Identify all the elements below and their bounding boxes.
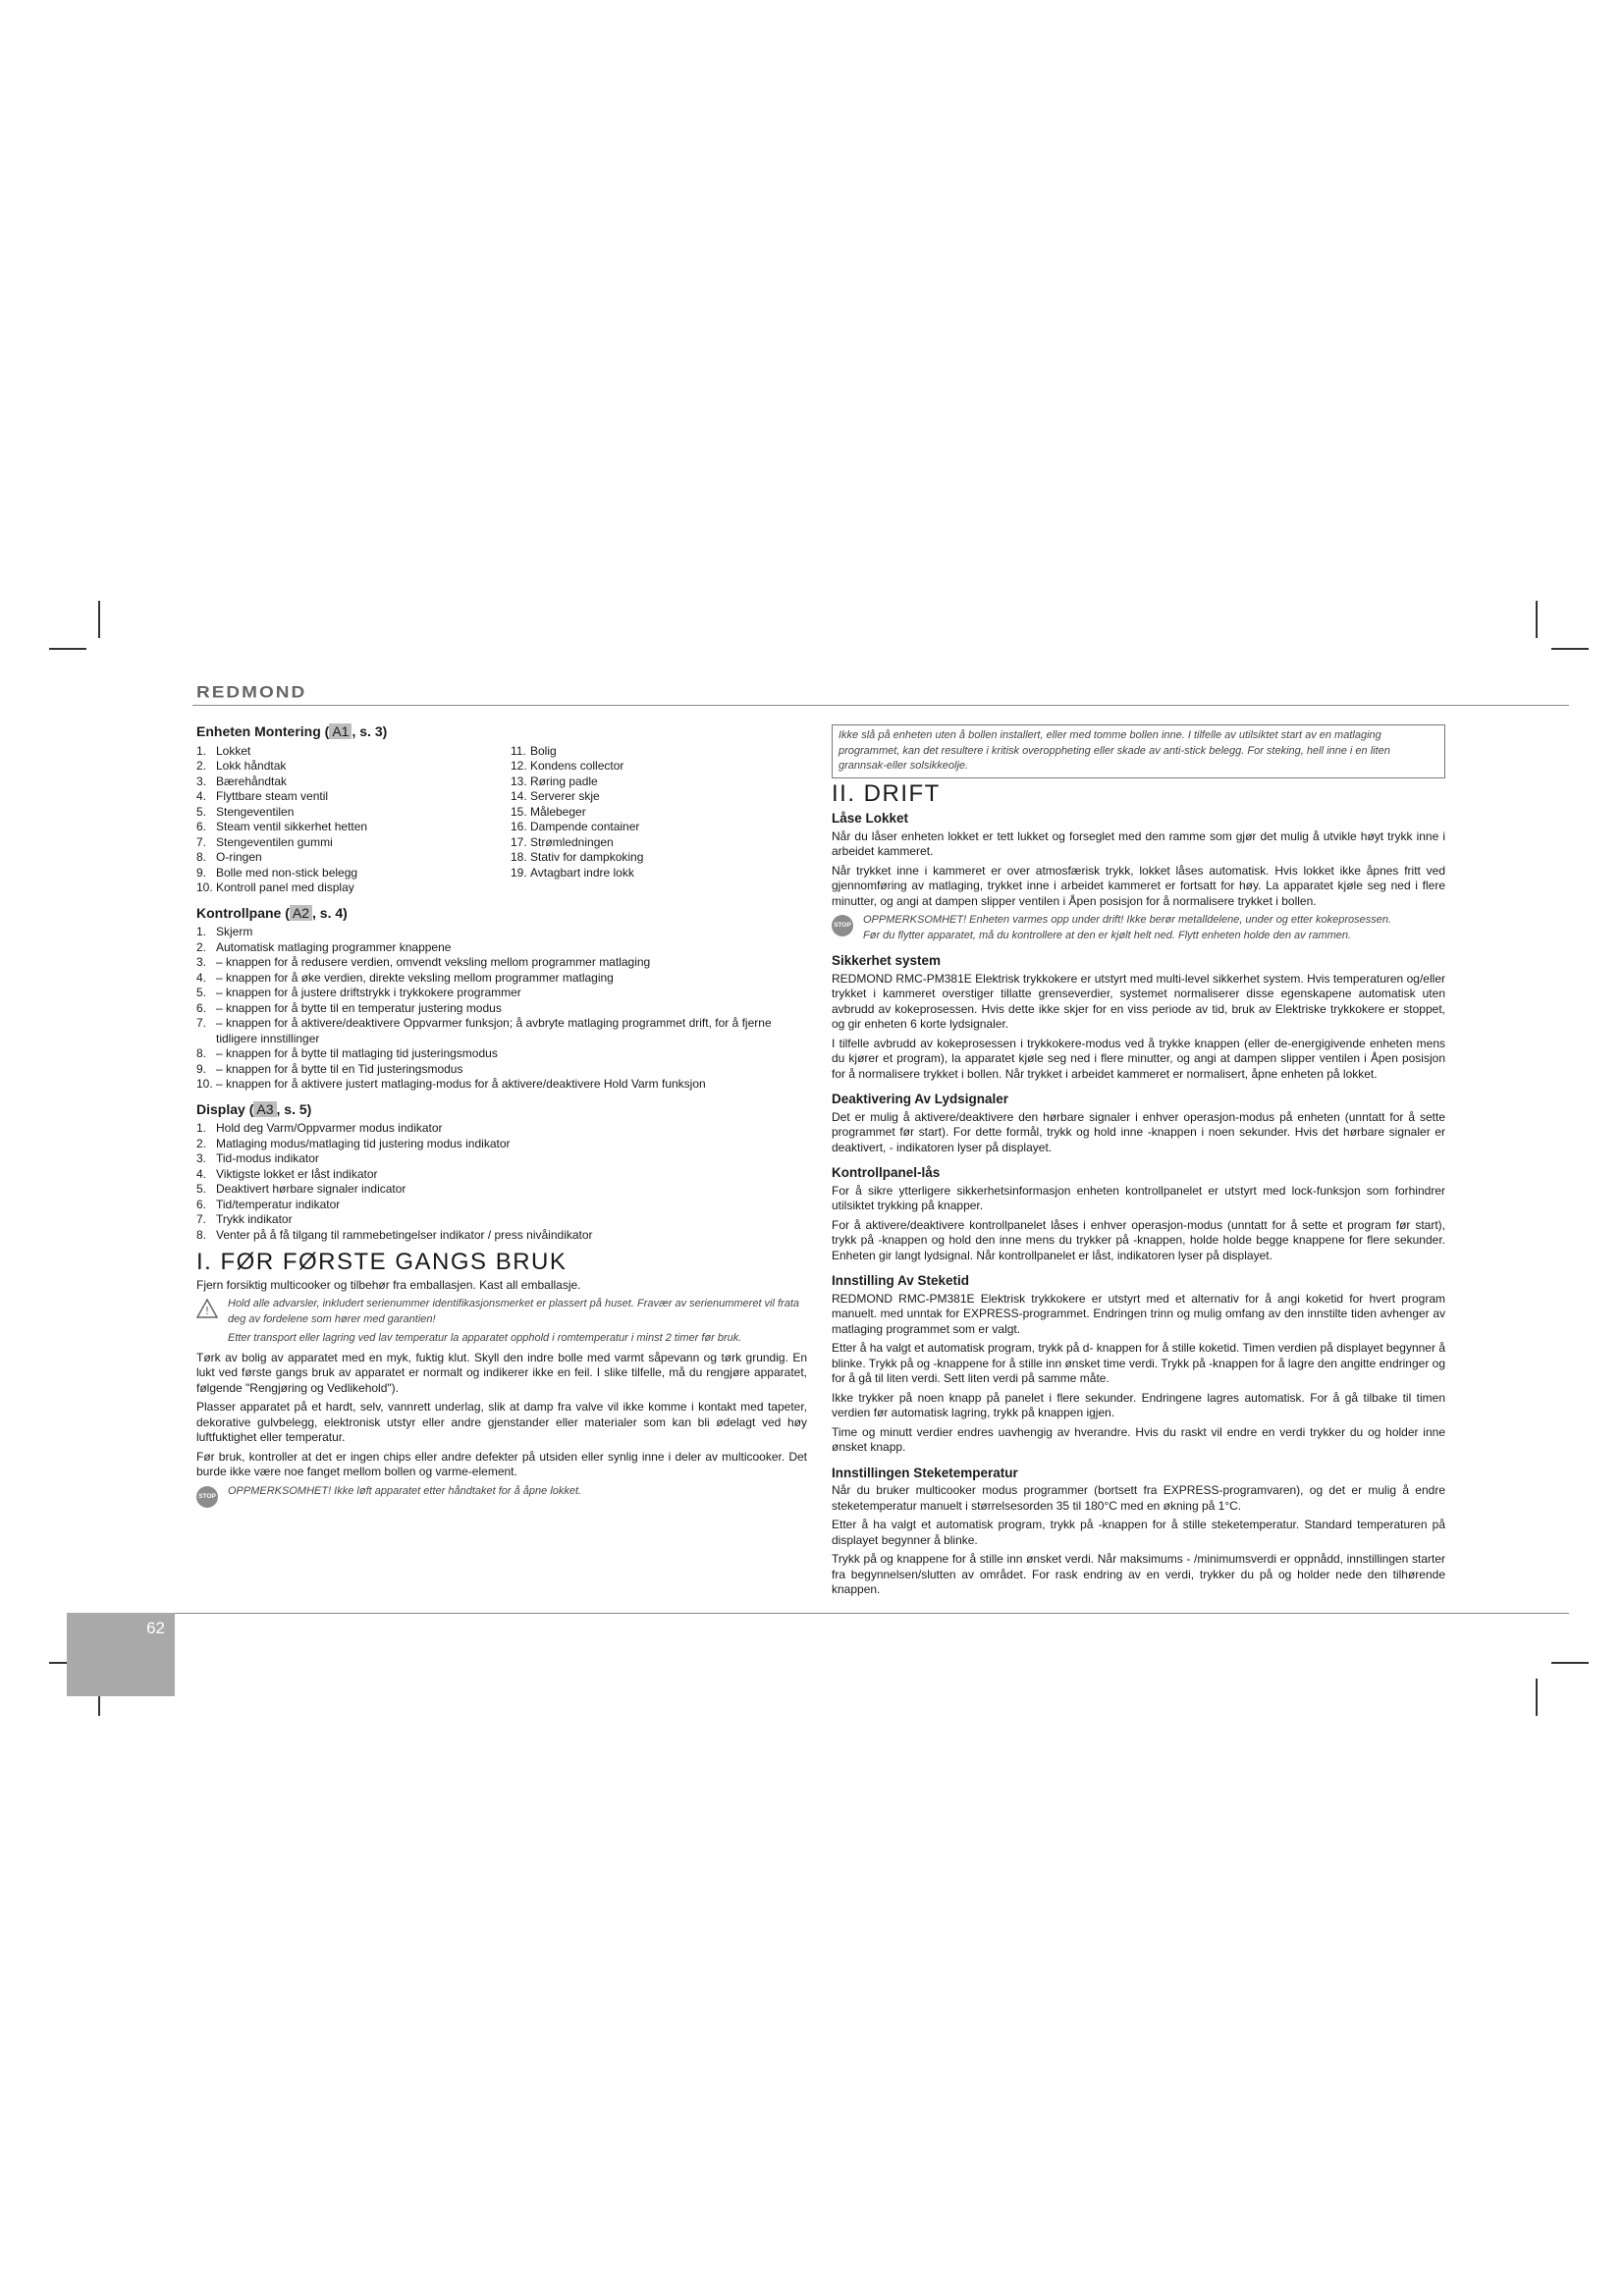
sikkerhet-title: Sikkerhet system xyxy=(832,953,942,968)
list-item xyxy=(196,1016,807,1046)
list-item-number: 14. xyxy=(511,789,527,803)
list-item-number: 2. xyxy=(196,759,207,773)
list-item-text: Tid/temperatur indikator xyxy=(216,1197,341,1211)
list-item xyxy=(511,820,643,835)
list-item-number: 7. xyxy=(196,834,207,849)
list-item-number: 5. xyxy=(196,804,207,819)
list-item xyxy=(511,774,643,790)
list-item-number: 6. xyxy=(196,1000,207,1015)
list-item xyxy=(196,744,511,760)
stop-note-block xyxy=(196,1484,807,1508)
list-item-text: Målebeger xyxy=(530,804,586,819)
crop-mark-top-left-v xyxy=(98,601,100,638)
right-column xyxy=(832,724,1445,1602)
list-item-text: Bolle med non-stick belegg xyxy=(216,865,358,880)
steketid-title: Innstilling Av Steketid xyxy=(832,1273,970,1288)
list-item xyxy=(196,1212,807,1228)
list-item-text: – knappen for å øke verdien, direkte veksling mellom programmer matlaging xyxy=(216,970,614,985)
list-item-number: 10. xyxy=(196,1077,213,1091)
list-item-number: 9. xyxy=(196,1061,207,1076)
sikkerhet-p2: I tilfelle avbrudd av kokeprosessen i trykkokere-modus ved å trykke knappen (eller de-energigivende enheten mens du kjører et program), la apparatet kjøle seg ned i flere minutter, og angi at dampen slipper ventilen i Åpen posisjon for å normalisere trykket i bollen. Når trykket i arbeidet kammeret er normalisert, åpne enheten på lokket. xyxy=(832,1036,1445,1081)
list-item-number: 5. xyxy=(196,1182,207,1196)
list-item-text: Avtagbart indre lokk xyxy=(530,865,634,880)
crop-mark-top-left-h xyxy=(49,648,86,650)
list-item xyxy=(196,835,511,851)
list-item-text: Trykk indikator xyxy=(216,1212,293,1226)
list-item-text: Lokket xyxy=(216,743,251,758)
list-item-number: 1. xyxy=(196,925,207,938)
left-column xyxy=(196,724,807,1512)
crop-mark-bottom-right-h xyxy=(1551,1662,1589,1664)
list-item xyxy=(196,1198,807,1213)
list-item xyxy=(511,866,643,881)
las-p1: For å sikre ytterligere sikkerhetsinformasjon enheten kontrollpanelet er utstyrt med lock-funksjon som forhindrer utilsiktet trykking på knapper. xyxy=(832,1183,1445,1212)
list-item xyxy=(196,789,511,805)
list-item-text: Viktigste lokket er låst indikator xyxy=(216,1166,378,1181)
list-item-number: 11. xyxy=(511,743,526,758)
list-item-number: 7. xyxy=(196,1212,207,1226)
list-item-text: Flyttbare steam ventil xyxy=(216,789,329,803)
footer-rule xyxy=(67,1613,1569,1614)
page-number: 62 xyxy=(146,1619,165,1637)
lase-title: Låse Lokket xyxy=(832,811,909,826)
list-item-number: 6. xyxy=(196,820,207,833)
list-item-number: 19. xyxy=(511,865,527,880)
drift-title: II. DRIFT xyxy=(832,779,941,807)
list-item-text: Lokk håndtak xyxy=(216,759,287,773)
list-item-text: Tid-modus indikator xyxy=(216,1151,319,1165)
las-p2: For å aktivere/deaktivere kontrollpanelet låses i enhver operasjon-modus (unntatt for å sette et program før start), trykk på -knappen og hold den inne mens du trykker på -knappen, holde holde begge knappene for flere sekunder. Enheten gir langt lydsignal. Når kontrollpanelet er låst, indikatoren lyser på displayet. xyxy=(832,1217,1445,1262)
list-item xyxy=(196,1121,807,1137)
warning-text: Hold alle advarsler, inkludert serienummer identifikasjonsmerket er plassert på huset. Fravær av serienummeret vil frata deg av fordelene som hører med garantien! xyxy=(228,1298,800,1325)
steketemp-title: Innstillingen Steketemperatur xyxy=(832,1465,1018,1480)
list-item-number: 3. xyxy=(196,955,207,969)
list-item xyxy=(196,881,511,896)
list-item-number: 6. xyxy=(196,1197,207,1211)
brand-logo: REDMOND xyxy=(196,683,307,702)
list-item-number: 4. xyxy=(196,970,207,985)
list-item-text: – knappen for å bytte til matlaging tid justeringsmodus xyxy=(216,1046,498,1060)
list-item xyxy=(196,1077,807,1093)
crop-mark-bottom-right-v xyxy=(1536,1679,1538,1716)
list-item-number: 4. xyxy=(196,1166,207,1181)
list-item-text: Kondens collector xyxy=(530,759,624,773)
stop-note-text: OPPMERKSOMHET! Ikke løft apparatet etter håndtaket for å åpne lokket. xyxy=(228,1484,582,1497)
list-item xyxy=(196,866,511,881)
list-item-number: 9. xyxy=(196,865,207,880)
list-item xyxy=(511,744,643,760)
list-item-text: Kontroll panel med display xyxy=(216,881,354,894)
list-item-number: 16. xyxy=(511,820,527,833)
boxed-caution-note: Ikke slå på enheten uten å bollen installert, eller med tomme bollen inne. I tilfelle av utilsiktet start av en matlaging programmet, kan det resultere i kritisk overoppheting eller skade av anti-stick belegg. For steking, hell inne i en liten grannsak-eller solsikkeolje. xyxy=(832,724,1445,778)
list-item xyxy=(196,759,511,774)
list-item-number: 10. xyxy=(196,881,213,894)
list-item-number: 5. xyxy=(196,986,207,999)
warning-block xyxy=(196,1297,807,1347)
crop-mark-top-right-v xyxy=(1536,601,1538,638)
steketemp-p3: Trykk på og knappene for å stille inn ønsket verdi. Når maksimums - /minimumsverdi er oppnådd, innstillingen starter fra begynnelsen/slutten av området. For rask endring av en verdi, trykker du på og holder nede den tilhørende knappen. xyxy=(832,1552,1445,1596)
list-item xyxy=(196,820,511,835)
lase-p1: Når du låser enheten lokket er tett lukket og forseglet med den ramme som gjør det mulig å utvikle høyt trykk inne i arbeidet kammeret. xyxy=(832,828,1445,858)
list-item-number: 3. xyxy=(196,1151,207,1165)
list-item-text: Hold deg Varm/Oppvarmer modus indikator xyxy=(216,1121,443,1135)
list-item-number: 2. xyxy=(196,1136,207,1150)
list-item xyxy=(196,1062,807,1078)
list-item-text: Matlaging modus/matlaging tid justering modus indikator xyxy=(216,1136,511,1150)
first-use-title: I. FØR FØRSTE GANGS BRUK xyxy=(196,1249,568,1275)
stop-icon: STOP xyxy=(196,1486,218,1508)
svg-text:!: ! xyxy=(204,1305,210,1317)
sikkerhet-p1: REDMOND RMC-PM381E Elektrisk trykkokere er utstyrt med multi-level sikkerhet system. Hvis temperaturen og/eller trykket i kammeret overstiger tillatte grenseverdier, systemet normaliserer disse egenskapene automatisk uten avbrudd av kokeprosessen. Hvis dette ikke skjer for en viss periode av tid, bruk av Elektriske trykkokere er stoppet, og gir enheten 6 korte lydsignaler. xyxy=(832,971,1445,1031)
las-title: Kontrollpanel-lås xyxy=(832,1165,941,1180)
list-item-text: – knappen for å justere driftstrykk i trykkokere programmer xyxy=(216,986,521,999)
list-item-number: 1. xyxy=(196,1121,207,1135)
list-item-number: 8. xyxy=(196,1227,207,1242)
list-item xyxy=(511,835,643,851)
list-item xyxy=(511,850,643,866)
list-item xyxy=(196,955,807,971)
steketid-p2: Etter å ha valgt et automatisk program, trykk på d- knappen for å stille koketid. Timen verdien på displayet begynner å blinke. Trykk på og -knappene for å stille inn ønsket time verdi. Trykk på -knappen for å lagre den angitte endringer og for å gå til liten verdi. Sett liten verdi på samme måte. xyxy=(832,1341,1446,1385)
list-item-number: 4. xyxy=(196,789,207,803)
list-item xyxy=(196,986,807,1001)
assembly-title: Enheten Montering ( A1 , s. 3) xyxy=(196,723,388,739)
steketid-p1: REDMOND RMC-PM381E Elektrisk trykkokere er utstyrt med et alternativ for å angi koketid for hvert program manuelt. med unntak for EXPRESS-programmet. Endringen trinn og mulig omfang av den innstilte tiden avhenger av matlaging programmet som er valgt. xyxy=(832,1291,1445,1336)
list-item xyxy=(196,805,511,821)
list-item-text: Stengeventilen gummi xyxy=(216,834,333,849)
list-item-text: Deaktivert hørbare signaler indicator xyxy=(216,1182,406,1196)
list-item-text: – knappen for å aktivere justert matlaging-modus for å aktivere/deaktivere Hold Varm funksjon xyxy=(216,1077,706,1091)
list-item-text: Stengeventilen xyxy=(216,804,295,819)
list-item-text: – knappen for å bytte til en temperatur justering modus xyxy=(216,1000,502,1015)
lase-p2: Når trykket inne i kammeret er over atmosfærisk trykk, lokket låses automatisk. Hvis lokket ikke åpnes fritt ved gjennomføring av matlaging, trykket inne i arbeidet kammeret er fortsatt for høy. La apparatet kjøle seg ned i flere minutter, og angi at dampen slipper ventilen i Åpen posisjon for å normalisere trykket i bollen. xyxy=(832,863,1445,908)
list-item-number: 17. xyxy=(511,834,527,849)
steketid-p4: Time og minutt verdier endres uavhengig av hverandre. Hvis du raskt vil endre en verdi trykker du og holder inne ønsket knapp. xyxy=(832,1424,1445,1454)
first-use-p3: Før bruk, kontroller at det er ingen chips eller andre defekter på utsiden eller synlig inne i deler av multicooker. Det burde ikke være noe fanget mellom bollen og varme-element. xyxy=(196,1449,807,1478)
list-item-text: Skjerm xyxy=(216,925,253,938)
list-item-number: 18. xyxy=(511,850,527,864)
crop-mark-top-right-h xyxy=(1551,648,1589,650)
list-item xyxy=(196,774,511,790)
list-item-text: – knappen for å redusere verdien, omvendt veksling mellom programmer matlaging xyxy=(216,955,651,969)
lyd-title: Deaktivering Av Lydsignaler xyxy=(832,1092,1009,1106)
list-item-text: Serverer skje xyxy=(530,789,600,803)
list-item-text: Automatisk matlaging programmer knappene xyxy=(216,939,452,954)
list-item xyxy=(196,1182,807,1198)
stop-icon: STOP xyxy=(832,915,853,936)
list-item-number: 12. xyxy=(511,759,527,773)
list-item-text: Bærehåndtak xyxy=(216,774,288,788)
list-item-text: – knappen for å aktivere/deaktivere Oppvarmer funksjon; å avbryte matlaging programmet drift, for å fjerne tidligere innstillinger xyxy=(216,1016,772,1045)
lase-stop-2: Før du flytter apparatet, må du kontrollere at den er kjølt helt ned. Flytt enheten holde den av rammen. xyxy=(863,929,1352,941)
list-item-number: 7. xyxy=(196,1016,207,1030)
lase-stop-1: OPPMERKSOMHET! Enheten varmes opp under drift! Ikke berør metalldelene, under og etter kokeprosessen. xyxy=(863,914,1392,926)
list-item-number: 1. xyxy=(196,743,207,758)
list-item-text: Røring padle xyxy=(530,774,598,788)
list-item-text: O-ringen xyxy=(216,850,262,864)
list-item-text: Dampende container xyxy=(530,820,640,833)
display-list xyxy=(196,1121,807,1243)
control-panel-title: Kontrollpane ( A2 , s. 4) xyxy=(196,904,348,921)
list-item xyxy=(196,940,807,956)
steketemp-p1: Når du bruker multicooker modus programmer (bortsett fra EXPRESS-programvaren), og det er mulig å endre steketemperatur manuelt i størrelsesorden 35 til 180°C med en økning på 1°C. xyxy=(832,1483,1445,1513)
list-item-number: 13. xyxy=(511,774,527,788)
list-item-number: 8. xyxy=(196,850,207,864)
list-item-text: – knappen for å bytte til en Tid justeringsmodus xyxy=(216,1061,463,1076)
steketid-p3: Ikke trykker på noen knapp på panelet i flere sekunder. Endringene lagres automatisk. For å gå tilbake til timen verdien før automatisk lagring, trykk på knappen igjen. xyxy=(832,1390,1445,1419)
list-item xyxy=(196,971,807,987)
first-use-intro: Fjern forsiktig multicooker og tilbehør fra emballasjen. Kast all emballasje. xyxy=(196,1277,581,1292)
lyd-p1: Det er mulig å aktivere/deaktivere den hørbare signaler i enhver operasjon-modus på enheten (unntatt for å sette programmet før start). For dette formål, trykk og hold inne -knappen i noen sekunder. Hvis det hørbare signaler er deaktivert, - indikatoren lyser på displayet. xyxy=(832,1109,1445,1154)
list-item xyxy=(196,1228,807,1244)
list-item-text: Steam ventil sikkerhet hetten xyxy=(216,820,368,833)
control-panel-list xyxy=(196,925,807,1093)
header-rule xyxy=(192,705,1569,706)
list-item-number: 8. xyxy=(196,1046,207,1060)
display-title: Display ( A3 , s. 5) xyxy=(196,1100,312,1117)
list-item-text: Bolig xyxy=(530,743,557,758)
list-item-text: Stativ for dampkoking xyxy=(530,850,644,864)
list-item xyxy=(196,925,807,940)
warning-triangle-icon xyxy=(196,1299,218,1318)
first-use-p2: Plasser apparatet på et hardt, selv, vannrett underlag, slik at damp fra valve vil ikke komme i kontakt med tapeter, dekorative gulvbelegg, elektronisk utstyr eller andre gjenstander eller materialer som kan bli ødelagt ved høy luftfuktighet eller temperatur. xyxy=(196,1400,807,1444)
assembly-list xyxy=(196,744,807,896)
list-item xyxy=(196,850,511,866)
warning-text-2: Etter transport eller lagring ved lav temperatur la apparatet opphold i romtemperatur i minst 2 timer før bruk. xyxy=(228,1332,742,1344)
list-item-number: 15. xyxy=(511,804,527,819)
list-item xyxy=(196,1001,807,1017)
page-number-tab xyxy=(67,1613,175,1696)
first-use-p1: Tørk av bolig av apparatet med en myk, fuktig klut. Skyll den indre bolle med varmt såpevann og tørk grundig. En lukt ved første gangs bruk av apparatet er normalt og indikerer ikke en feil. I slike tilfelle, må du rengjøre apparatet, følgende "Rengjøring og Vedlikehold"). xyxy=(196,1350,807,1395)
list-item xyxy=(196,1167,807,1183)
list-item xyxy=(511,759,643,774)
list-item xyxy=(196,1046,807,1062)
list-item-text: Strømledningen xyxy=(530,834,614,849)
list-item xyxy=(511,805,643,821)
list-item xyxy=(196,1151,807,1167)
list-item-number: 2. xyxy=(196,939,207,954)
list-item-text: Venter på å få tilgang til rammebetingelser indikator / press nivåindikator xyxy=(216,1227,593,1242)
list-item-number: 3. xyxy=(196,774,207,788)
lase-stop-block xyxy=(832,913,1445,943)
list-item xyxy=(511,789,643,805)
steketemp-p2: Etter å ha valgt et automatisk program, trykk på -knappen for å stille steketemperatur. Standard temperaturen på displayet begynner å blinke. xyxy=(832,1518,1445,1547)
list-item xyxy=(196,1137,807,1152)
